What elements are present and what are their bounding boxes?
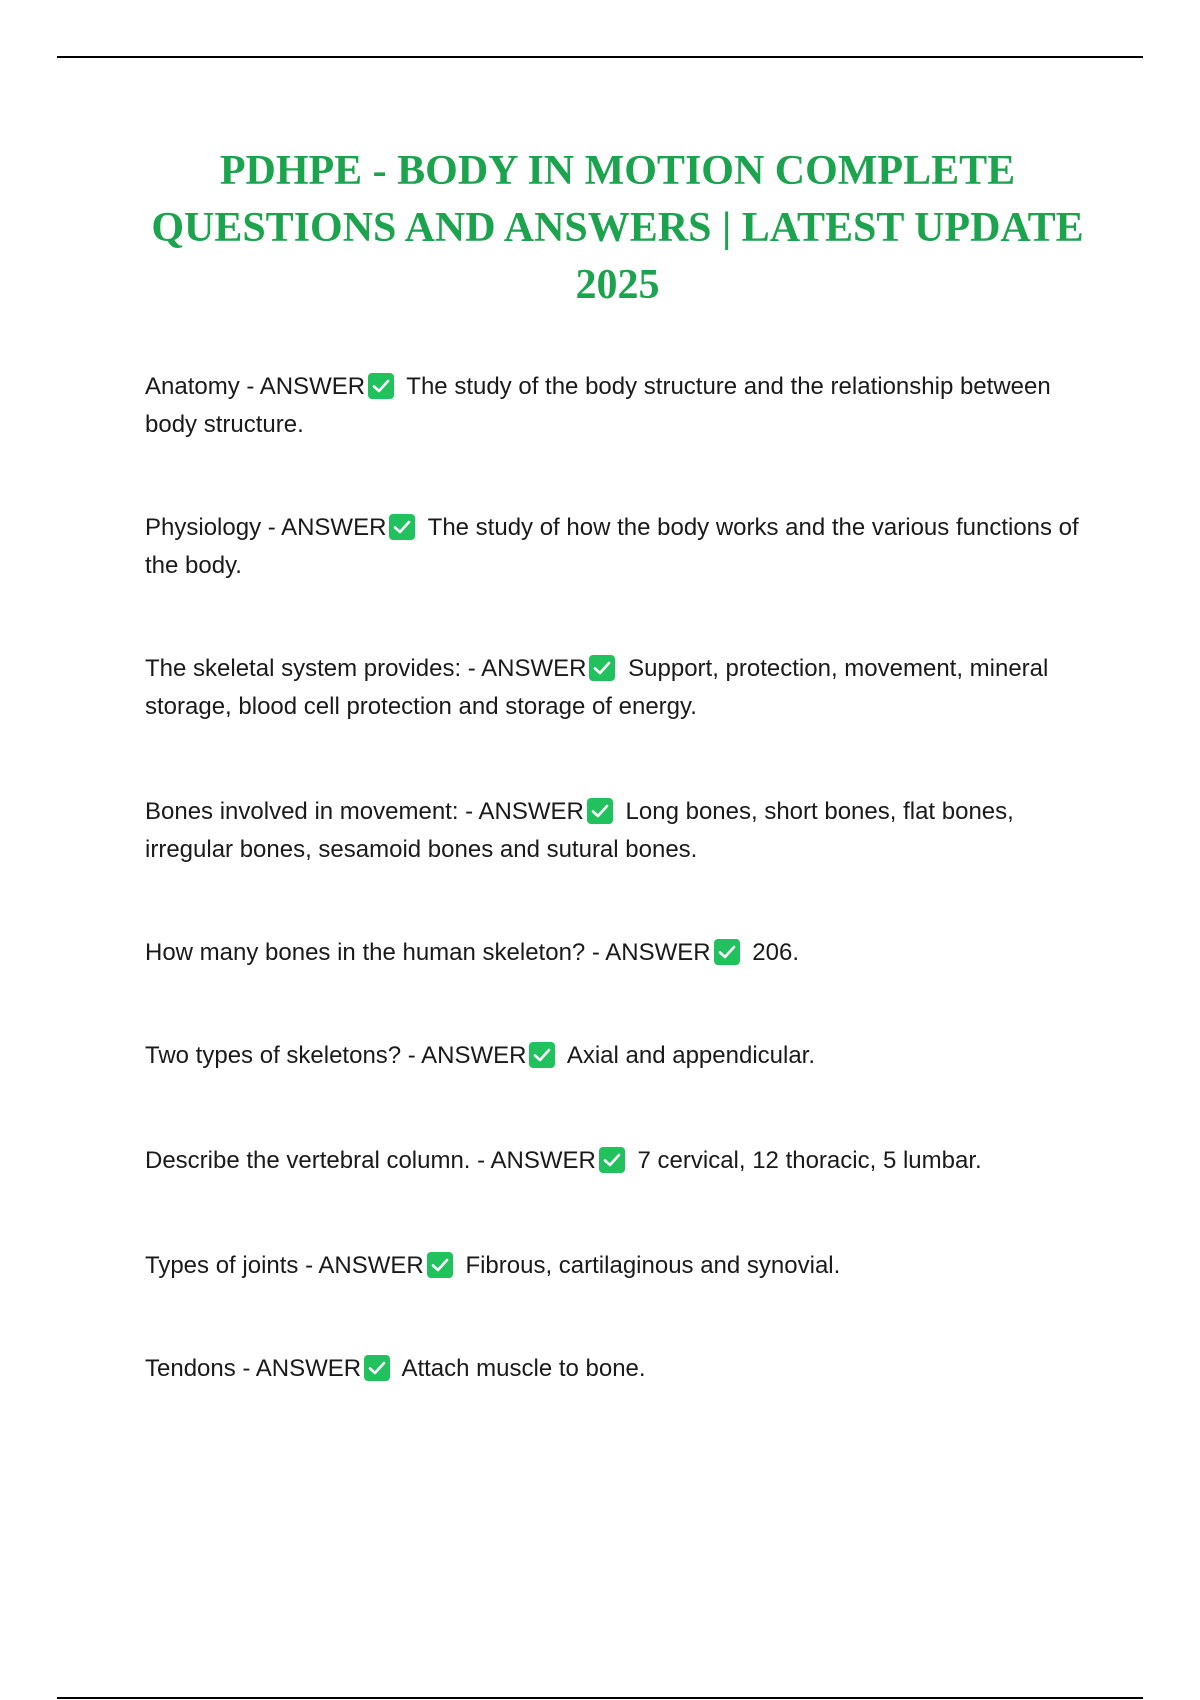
document-title: PDHPE - BODY IN MOTION COMPLETE QUESTIONS AND ANSWERS | LATEST UPDATE 2025	[151, 148, 1084, 308]
answer-text: The study of how the body works and the various functions of the body.	[145, 514, 1079, 579]
answer-text: Long bones, short bones, flat bones, irregular bones, sesamoid bones and sutural bones.	[145, 798, 1014, 863]
answer-marker: ANSWER	[490, 1147, 596, 1174]
answer-marker: ANSWER	[421, 1042, 527, 1069]
check-box-icon	[714, 939, 740, 965]
answer-text: 7 cervical, 12 thoracic, 5 lumbar.	[637, 1147, 982, 1174]
qa-item	[145, 509, 1090, 585]
question-text: How many bones in the human skeleton? -	[145, 939, 600, 966]
answer-marker: ANSWER	[281, 514, 387, 541]
question-text: Tendons -	[145, 1355, 251, 1382]
answer-text: The study of the body structure and the relationship between body structure.	[145, 373, 1051, 438]
check-box-icon	[529, 1042, 555, 1068]
answer-text: Support, protection, movement, mineral storage, blood cell protection and storage of energy.	[145, 655, 1049, 720]
check-box-icon	[587, 798, 613, 824]
answer-marker: ANSWER	[255, 1355, 362, 1382]
answer-text: Attach muscle to bone.	[401, 1355, 646, 1382]
check-box-icon	[364, 1355, 390, 1381]
qa-item	[145, 934, 1090, 972]
qa-item	[145, 1142, 1090, 1180]
check-box-icon	[389, 514, 415, 540]
answer-marker: ANSWER	[259, 373, 366, 400]
bottom-rule	[57, 1697, 1143, 1699]
qa-item	[145, 793, 1090, 869]
question-text: Two types of skeletons? -	[145, 1042, 416, 1069]
question-text: Physiology -	[145, 514, 276, 541]
question-text: Bones involved in movement: -	[145, 798, 474, 825]
check-box-icon	[599, 1147, 625, 1173]
answer-marker: ANSWER	[318, 1252, 424, 1279]
question-text: Anatomy -	[145, 373, 255, 400]
answer-marker: ANSWER	[605, 939, 711, 966]
answer-text: Fibrous, cartilaginous and synovial.	[465, 1252, 841, 1279]
answer-marker: ANSWER	[481, 655, 587, 682]
check-box-icon	[368, 373, 394, 399]
qa-list	[145, 368, 1090, 1388]
top-rule	[57, 56, 1143, 58]
check-box-icon	[427, 1252, 453, 1278]
qa-item	[145, 368, 1090, 444]
qa-item	[145, 650, 1090, 726]
check-box-icon	[589, 655, 615, 681]
question-text: Types of joints -	[145, 1252, 314, 1279]
answer-marker: ANSWER	[478, 798, 584, 825]
qa-item	[145, 1247, 1090, 1285]
question-text: Describe the vertebral column. -	[145, 1147, 486, 1174]
qa-item	[145, 1350, 1090, 1388]
answer-text: Axial and appendicular.	[566, 1042, 816, 1069]
qa-item	[145, 1037, 1090, 1075]
question-text: The skeletal system provides: -	[145, 655, 476, 682]
answer-text: 206.	[752, 939, 799, 966]
